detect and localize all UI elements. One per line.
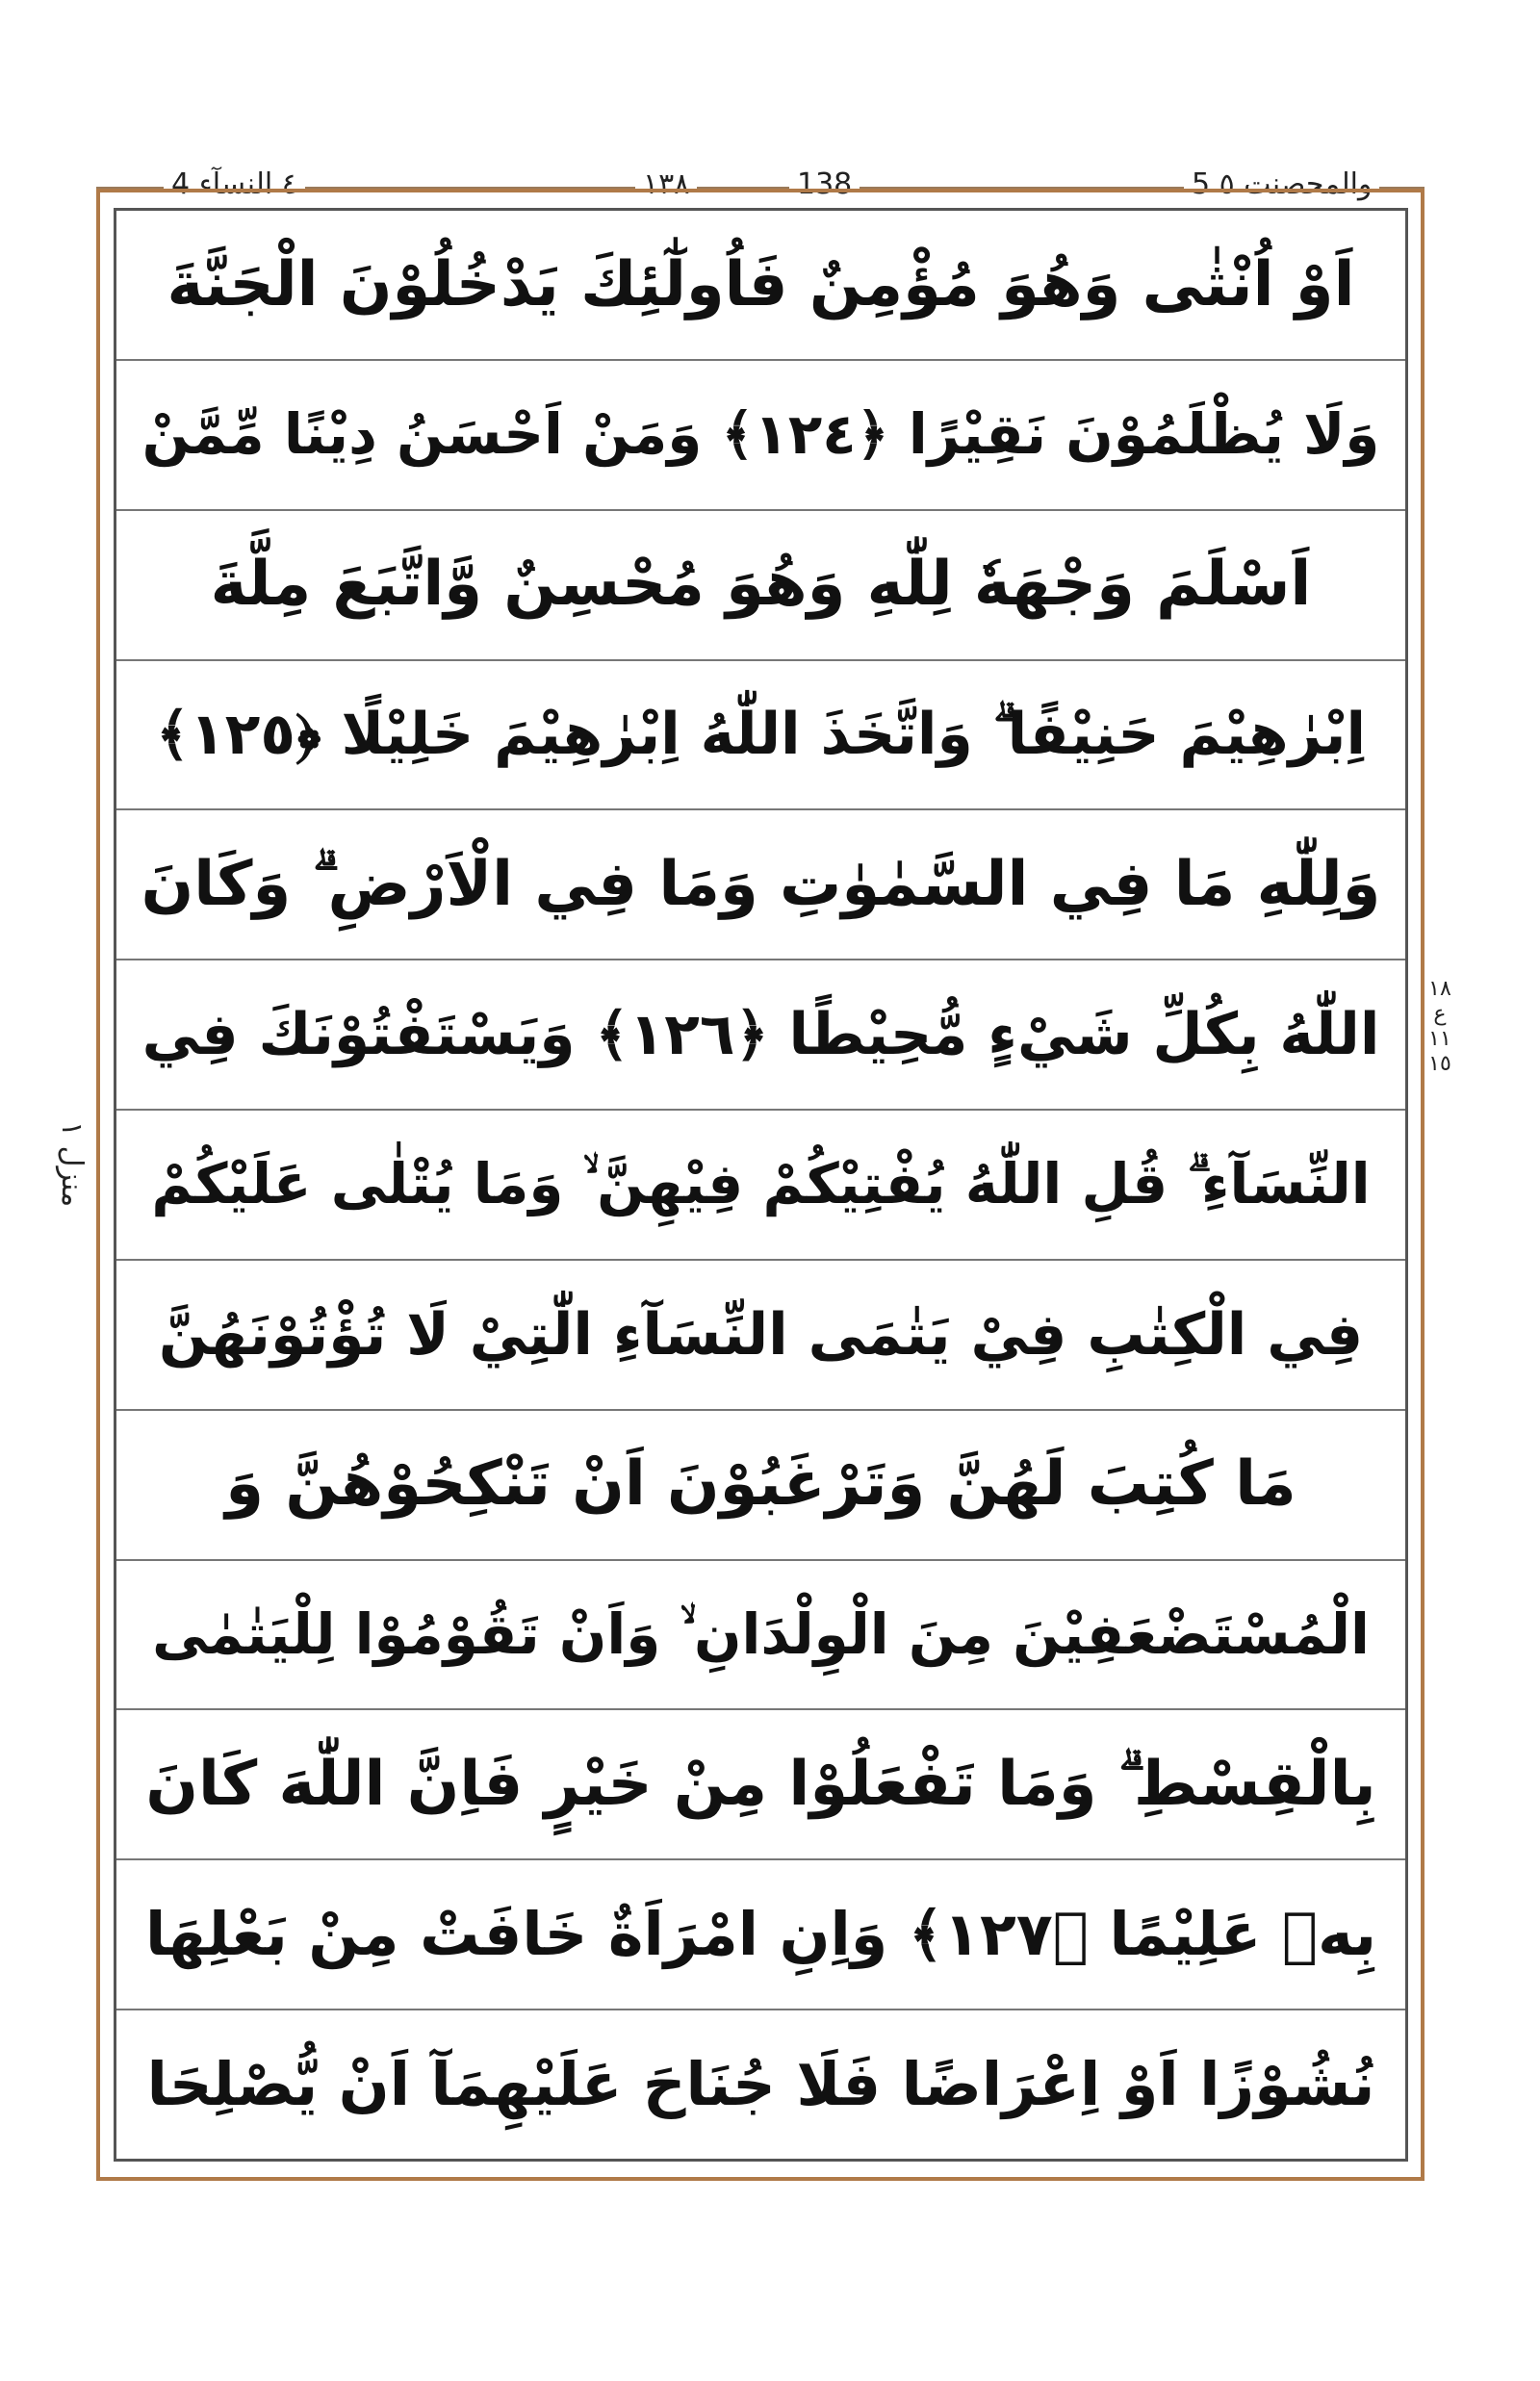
verse-line [116,1111,1405,1261]
juz-label: 5 والمحصنت ٥ [1184,162,1379,208]
verse-line [116,1411,1405,1561]
verse-line [116,1710,1405,1860]
surah-name: ٤ النسآء 4 [164,162,305,208]
verse-line-text: الْمُسْتَضْعَفِيْنَ مِنَ الْوِلْدَانِ ۙ وَاَنْ تَقُوْمُوْا لِلْيَتٰمٰى [152,1600,1370,1667]
manzil-marker: منزل ١ [55,1121,89,1208]
verse-line [116,361,1405,511]
verse-line-text: وَلِلّٰهِ مَا فِي السَّمٰوٰتِ وَمَا فِي الْاَرْضِ ۗ وَكَانَ [141,848,1381,920]
verse-line-text: النِّسَآءِ ۗ قُلِ اللّٰهُ يُفْتِيْكُمْ فِيْهِنَّ ۙ وَمَا يُتْلٰى عَلَيْكُمْ [151,1151,1371,1217]
verse-line [116,1261,1405,1411]
verse-line-text: بِهٖ عَلِيْمًا ﴿١٢٧﴾ وَاِنِ امْرَاَةٌ خَافَتْ مِنْ بَعْلِهَا [145,1899,1377,1969]
verse-line [116,2010,1405,2159]
verse-line-text: فِي الْكِتٰبِ فِيْ يَتٰمَى النِّسَآءِ الّٰتِيْ لَا تُؤْتُوْنَهُنَّ [158,1300,1364,1369]
page-number-arabic: ١٣٨ [635,162,697,208]
verse-lines [116,211,1405,2159]
verse-line-text: اللّٰهُ بِكُلِّ شَيْءٍ مُّحِيْطًا ﴿١٢٦﴾ وَيَسْتَفْتُوْنَكَ فِي [141,1001,1380,1069]
verse-line [116,1561,1405,1711]
verse-line [116,960,1405,1111]
verse-line-text: اَوْ اُنْثٰى وَهُوَ مُؤْمِنٌ فَاُولٰٓئِكَ يَدْخُلُوْنَ الْجَنَّةَ [167,248,1355,320]
verse-line [116,511,1405,661]
verse-line-text: مَا كُتِبَ لَهُنَّ وَتَرْغَبُوْنَ اَنْ تَنْكِحُوْهُنَّ وَ [225,1448,1296,1521]
text-frame [114,208,1408,2162]
verse-line-text: وَلَا يُظْلَمُوْنَ نَقِيْرًا ﴿١٢٤﴾ وَمَنْ اَحْسَنُ دِيْنًا مِّمَّنْ [141,400,1380,467]
page-number: 138 [789,162,860,208]
ruku-marker: ١٨ ع ١١ ١٥ [1428,977,1451,1076]
verse-line-text: نُشُوْزًا اَوْ اِعْرَاضًا فَلَا جُنَاحَ عَلَيْهِمَآ اَنْ يُّصْلِحَا [146,2048,1375,2119]
verse-line-text: بِالْقِسْطِ ۗ وَمَا تَفْعَلُوْا مِنْ خَيْرٍ فَاِنَّ اللّٰهَ كَانَ [145,1748,1376,1820]
verse-line-text: اَسْلَمَ وَجْهَهٗ لِلّٰهِ وَهُوَ مُحْسِنٌ وَّاتَّبَعَ مِلَّةَ [210,549,1312,621]
verse-line [116,211,1405,361]
verse-line [116,1860,1405,2010]
verse-line-text: اِبْرٰهِيْمَ حَنِيْفًا ۗ وَاتَّخَذَ اللّٰهُ اِبْرٰهِيْمَ خَلِيْلًا ﴿١٢٥﴾ [155,701,1367,769]
verse-line [116,810,1405,960]
verse-line [116,661,1405,811]
